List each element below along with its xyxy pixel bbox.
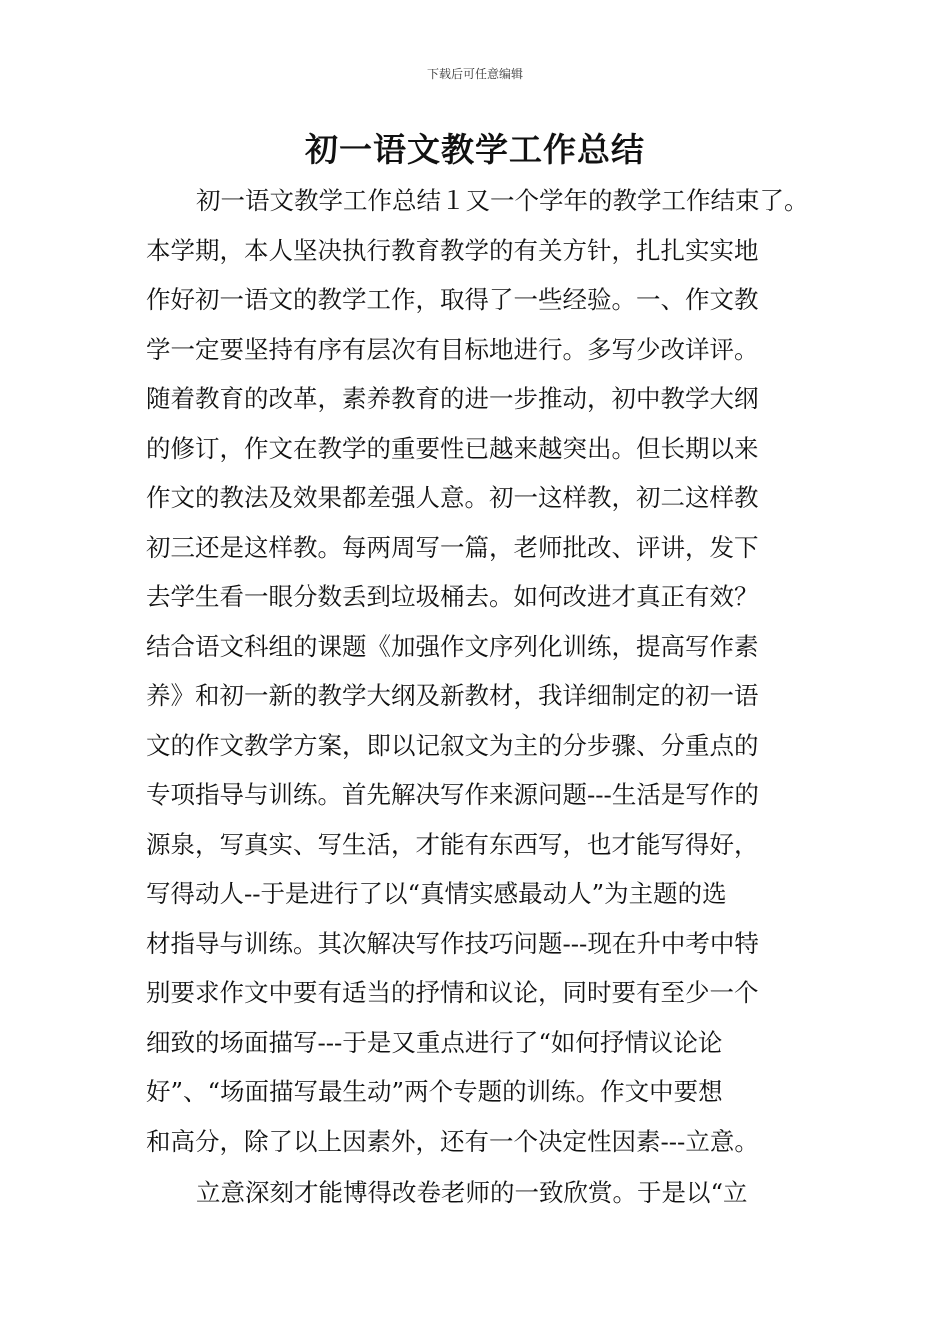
document-body	[146, 176, 826, 1218]
paragraph-1-line-8: 初三还是这样教。每两周写一篇，老师批改、评讲，发下	[146, 532, 759, 562]
paragraph-1-line-1: 初一语文教学工作总结１又一个学年的教学工作结束了。	[196, 186, 809, 215]
header-note: 下载后可任意编辑	[426, 67, 523, 81]
paragraph-1-line-10: 结合语文科组的课题《加强作文序列化训练，提高写作素	[146, 631, 759, 661]
paragraph-1-line-14: 源泉，写真实、写生活，才能有东西写，也才能写得好，	[146, 829, 759, 859]
paragraph-2	[146, 1168, 826, 1218]
paragraph-1-line-15: 写得动人--于是进行了以“真情实感最动人”为主题的选	[146, 879, 727, 908]
paragraph-1-line-12: 文的作文教学方案，即以记叙文为主的分步骤、分重点的	[146, 730, 759, 760]
paragraph-1-line-17: 别要求作文中要有适当的抒情和议论，同时要有至少一个	[146, 978, 759, 1007]
paragraph-1-line-6: 的修订，作文在教学的重要性已越来越突出。但长期以来	[146, 433, 759, 463]
paragraph-1-line-9: 去学生看一眼分数丢到垃圾桶去。如何改进才真正有效？	[146, 582, 759, 611]
paragraph-1-line-18: 细致的场面描写---于是又重点进行了“如何抒情议论论	[146, 1027, 723, 1057]
document-title: 初一语文教学工作总结	[305, 130, 645, 169]
paragraph-1-line-4: 学一定要坚持有序有层次有目标地进行。多写少改详评。	[146, 334, 759, 364]
paragraph-1-line-16: 材指导与训练。其次解决写作技巧问题---现在升中考中特	[146, 928, 759, 958]
paragraph-1	[146, 176, 826, 1166]
paragraph-1-line-13: 专项指导与训练。首先解决写作来源问题---生活是写作的	[146, 780, 759, 809]
paragraph-1-line-19: 好”、“场面描写最生动”两个专题的训练。作文中要想	[146, 1077, 723, 1106]
paragraph-1-line-11: 养》和初一新的教学大纲及新教材，我详细制定的初一语	[146, 681, 759, 710]
paragraph-1-line-20: 和高分，除了以上因素外，还有一个决定性因素---立意。	[146, 1126, 759, 1156]
paragraph-1-line-7: 作文的教法及效果都差强人意。初一这样教，初二这样教	[146, 483, 759, 512]
paragraph-1-line-5: 随着教育的改革，素养教育的进一步推动，初中教学大纲	[146, 384, 759, 413]
paragraph-1-line-3: 作好初一语文的教学工作，取得了一些经验。一、作文教	[146, 285, 759, 314]
paragraph-2-line-1: 立意深刻才能博得改卷老师的一致欣赏。于是以“立	[196, 1178, 748, 1207]
paragraph-1-line-2: 本学期，本人坚决执行教育教学的有关方针，扎扎实实地	[146, 235, 759, 265]
